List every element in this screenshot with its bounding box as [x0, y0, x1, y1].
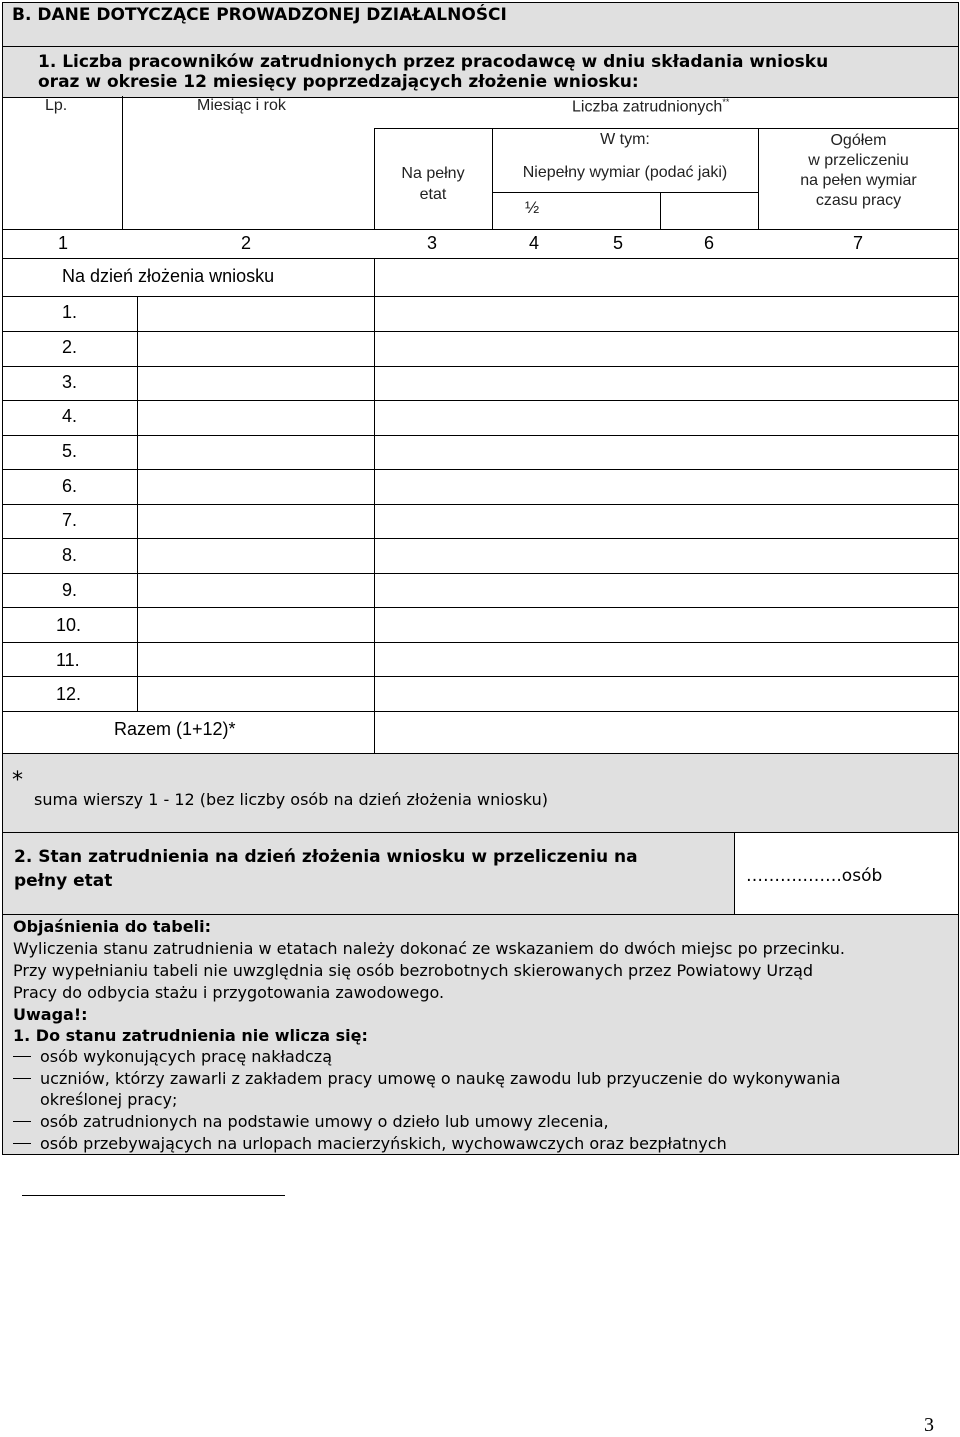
footnote-star: * [12, 768, 23, 793]
not-counted-title: 1. Do stanu zatrudnienia nie wlicza się: [13, 1026, 368, 1045]
section-b-title: B. DANE DOTYCZĄCE PROWADZONEJ DZIAŁALNOŚCI [12, 5, 507, 25]
question-2-answer: ……….…….osób [746, 866, 883, 886]
list-item-continuation: określonej pracy; [40, 1090, 178, 1109]
question-2-line-2: pełny etat [14, 871, 113, 891]
full-time-line-2: etat [419, 186, 447, 203]
list-item: osób wykonujących pracę nakładczą [40, 1047, 332, 1066]
question-1-line-2: oraz w okresie 12 miesięcy poprzedzających złożenie wniosku: [38, 72, 639, 92]
total-line-1: Ogółem [830, 132, 887, 149]
note-label: Uwaga!: [13, 1005, 88, 1024]
sum-row-label: Razem (1+12)* [114, 719, 236, 739]
total-header [758, 131, 959, 211]
explanations-p2-line-1: Przy wypełnianiu tabeli nie uwzględnia się osób bezrobotnych skierowanych przez Powiatowy Urząd [13, 961, 814, 980]
question-2-line-1: 2. Stan zatrudnienia na dzień złożenia wniosku w przeliczeniu na [14, 847, 638, 867]
table-row: 10. [56, 615, 82, 635]
part-time-header: Niepełny wymiar (podać jaki) [522, 164, 728, 181]
bullet-dash-icon [13, 1121, 31, 1122]
question-1-line-1: 1. Liczba pracowników zatrudnionych przez pracodawcę w dniu składania wniosku [38, 52, 829, 72]
column-number-1: 1 [58, 233, 69, 253]
table-row: 5. [62, 441, 78, 461]
total-line-2: w przeliczeniu [808, 152, 909, 169]
total-line-3: na pełen wymiar [800, 172, 917, 189]
table-row: 8. [62, 545, 78, 565]
list-item: uczniów, którzy zawarli z zakładem pracy umowę o naukę zawodu lub przyuczenie do wykonywania [40, 1069, 841, 1088]
list-item: osób przebywających na urlopach macierzyńskich, wychowawczych oraz bezpłatnych [40, 1134, 727, 1153]
table-row: 4. [62, 406, 78, 426]
column-lp-header: Lp. [45, 97, 68, 114]
table-row: 9. [62, 580, 78, 600]
page-number: 3 [924, 1414, 934, 1436]
table-row: 7. [62, 510, 78, 530]
employed-footnote-mark: ** [722, 97, 730, 107]
explanations-p2-line-2: Pracy do odbycia stażu i przygotowania zawodowego. [13, 983, 445, 1002]
table-row: 11. [56, 650, 80, 670]
bullet-dash-icon [13, 1078, 31, 1079]
full-time-header [374, 163, 492, 205]
table-row: 6. [62, 476, 78, 496]
footnote-separator [22, 1195, 285, 1196]
column-number-6: 6 [704, 233, 715, 253]
half-time-header: ½ [525, 198, 540, 217]
explanations-p1: Wyliczenia stanu zatrudnienia w etatach należy dokonać ze wskazaniem do dwóch miejsc po przecinku. [13, 939, 845, 958]
list-item: osób zatrudnionych na podstawie umowy o dzieło lub umowy zlecenia, [40, 1112, 609, 1131]
column-number-7: 7 [853, 233, 864, 253]
w-tym-header: W tym: [600, 131, 650, 148]
table-row: 3. [62, 372, 78, 392]
full-time-line-1: Na pełny [401, 165, 465, 182]
bullet-dash-icon [13, 1056, 31, 1057]
table-row: 2. [62, 337, 78, 357]
table-row: 1. [62, 302, 78, 322]
table-row: 12. [56, 684, 82, 704]
column-number-3: 3 [427, 233, 438, 253]
footnote-text: suma wierszy 1 - 12 (bez liczby osób na dzień złożenia wniosku) [34, 790, 548, 809]
on-submission-date-row: Na dzień złożenia wniosku [62, 266, 275, 286]
column-number-4: 4 [529, 233, 540, 253]
bullet-dash-icon [13, 1143, 31, 1144]
explanations-title: Objaśnienia do tabeli: [13, 917, 211, 936]
column-employed-header [572, 97, 729, 116]
column-month-header: Miesiąc i rok [197, 97, 286, 114]
employed-label: Liczba zatrudnionych [572, 98, 723, 116]
total-line-4: czasu pracy [815, 192, 902, 209]
column-number-2: 2 [241, 233, 252, 253]
column-number-5: 5 [613, 233, 624, 253]
